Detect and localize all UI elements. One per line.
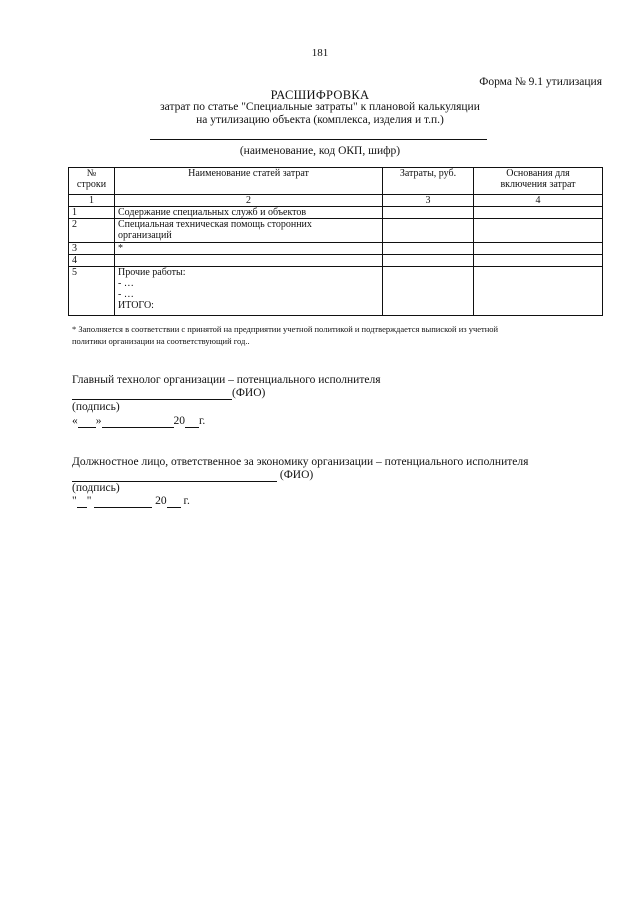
document-subtitle-line2: на утилизацию объекта (комплекса, изделия и т.п.) <box>196 114 444 126</box>
page-number: 181 <box>311 47 329 59</box>
signature2-fio-line <box>72 469 313 482</box>
object-name-line <box>150 139 487 140</box>
signature1-blank <box>72 387 232 400</box>
row-number: 5 <box>69 267 115 316</box>
signature1-fio: (ФИО) <box>232 387 266 399</box>
table-row <box>69 255 603 267</box>
table-header-row <box>69 168 603 195</box>
row-number: 4 <box>69 255 115 267</box>
signature1-date-line: « » 20 г. <box>72 415 206 427</box>
basis-cell <box>474 219 603 243</box>
cost-amount-cell <box>383 207 474 219</box>
basis-cell <box>474 243 603 255</box>
header-cost-item-name: Наименование статей затрат <box>115 168 383 195</box>
row-number: 3 <box>69 243 115 255</box>
document-subtitle-line1: затрат по статье "Специальные затраты" к плановой калькуляции <box>160 101 480 113</box>
signature2-title: Должностное лицо, ответственное за экономику организации – потенциального исполнителя <box>72 456 529 468</box>
cost-item-name: Специальная техническая помощь сторонних организаций <box>115 219 383 243</box>
table-row <box>69 243 603 255</box>
basis-cell <box>474 207 603 219</box>
signature2-date-line: " " 20 г. <box>72 495 190 507</box>
signature1-title: Главный технолог организации – потенциального исполнителя <box>72 374 381 386</box>
cost-item-name: Прочие работы: - … - … ИТОГО: <box>115 267 383 316</box>
column-number: 1 <box>69 195 115 207</box>
signature1-sign-label: (подпись) <box>72 401 120 413</box>
cost-amount-cell <box>383 219 474 243</box>
document-title: РАСШИФРОВКА <box>270 88 370 102</box>
footnote: * Заполняется в соответствии с принятой на предприятии учетной политикой и подтверждается выпиской из учетной политики организации на соответствующий год.. <box>72 324 499 346</box>
header-row-number: № строки <box>69 168 115 195</box>
cost-breakdown-table <box>68 167 603 316</box>
object-name-caption: (наименование, код ОКП, шифр) <box>239 145 401 157</box>
form-label: Форма № 9.1 утилизация <box>479 76 602 88</box>
column-number: 2 <box>115 195 383 207</box>
cost-item-name: * <box>115 243 383 255</box>
basis-cell <box>474 255 603 267</box>
signature2-blank <box>72 469 277 482</box>
column-number-row <box>69 195 603 207</box>
table-row <box>69 267 603 316</box>
column-number: 4 <box>474 195 603 207</box>
table-row <box>69 219 603 243</box>
signature2-sign-label: (подпись) <box>72 482 120 494</box>
cost-amount-cell <box>383 243 474 255</box>
signature2-fio: (ФИО) <box>279 469 314 481</box>
signature1-fio-line <box>72 387 265 400</box>
basis-cell <box>474 267 603 316</box>
header-basis: Основания для включения затрат <box>474 168 603 195</box>
column-number: 3 <box>383 195 474 207</box>
cost-amount-cell <box>383 267 474 316</box>
row-number: 2 <box>69 219 115 243</box>
cost-item-name <box>115 255 383 267</box>
cost-item-name: Содержание специальных служб и объектов <box>115 207 383 219</box>
row-number: 1 <box>69 207 115 219</box>
header-cost-amount: Затраты, руб. <box>383 168 474 195</box>
table-row <box>69 207 603 219</box>
cost-amount-cell <box>383 255 474 267</box>
